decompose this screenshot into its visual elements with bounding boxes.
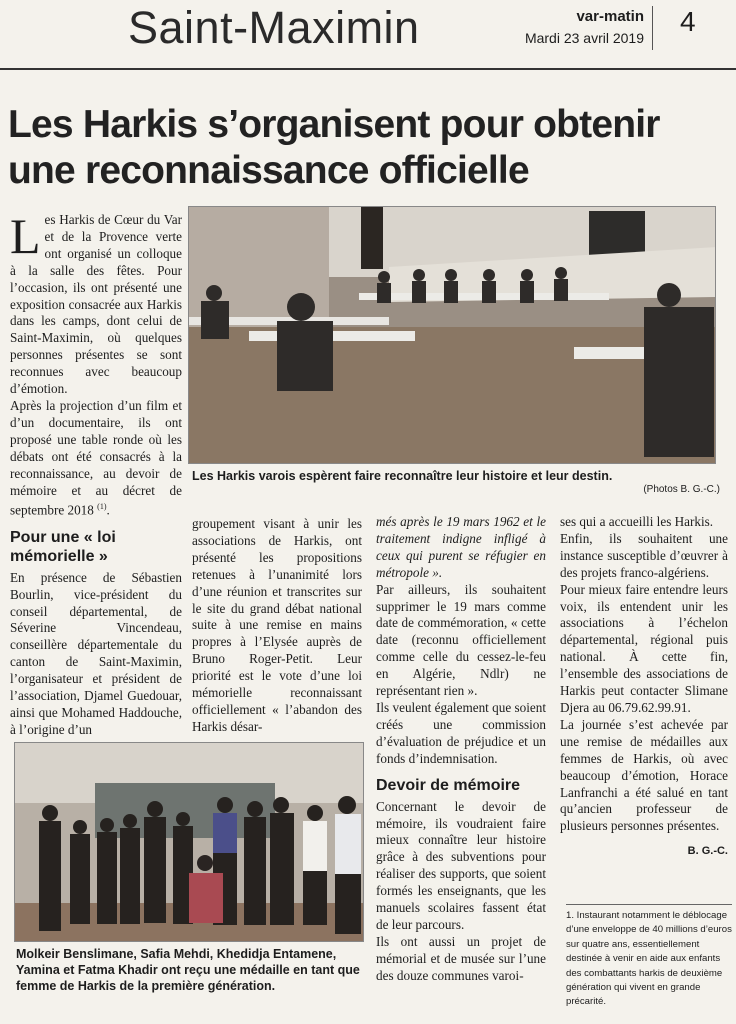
footnote-ref: (1) — [97, 502, 107, 512]
paragraph: groupement visant à unir les associations de Harkis, ont présenté les propositions retenues à l’unanimité lors d’une réunion et transcrites sur le site du grand débat national suite à une remise en mains propres à l’Elysée auprès de Bruno Roger-Petit. Leur priorité est le vote d’une loi mémorielle reconnaissant officiellement « l’abandon des Harkis désar- — [192, 516, 362, 734]
issue-date: Mardi 23 avril 2019 — [524, 30, 644, 46]
paragraph: La journée s’est achevée par une remise de médailles aux femmes de Harkis, où avec beaucoup d’émotion, Horace Lanfranchi a été salué en tant qu’ancien professeur de plusieurs personnes présentes. — [560, 716, 728, 834]
intro-paragraph: Les Harkis de Cœur du Var et de la Provence verte ont organisé un colloque à la salle des fêtes. Pour l’occasion, ils ont présenté une exposition consacrée aux Harkis dans les camps, dont celui de Saint-Maximin, où quelques personnes présentes se sont reconnues avec beaucoup d’émotion. — [10, 208, 182, 397]
top-photo-caption: Les Harkis varois espèrent faire reconnaître leur histoire et leur destin. — [192, 469, 613, 483]
paragraph: Concernant le devoir de mémoire, ils voudraient faire mieux connaître leur histoire grâce à des subventions pour réaliser des supports, que soient formés les enseignants, que les manuels scolaires fassent état de leur parcours. — [376, 798, 546, 932]
subheading-loi-memorielle: Pour une « loi mémorielle » — [10, 528, 116, 565]
paragraph: Pour mieux faire entendre leurs voix, ils entendent unir les associations à l’échelon départemental, régional puis national. À cette fin, l’ensemble des associations de Harkis peut contacter Slimane Djera au 06.79.62.99.91. — [560, 581, 728, 715]
column-2 — [192, 516, 362, 736]
header-divider — [652, 6, 653, 50]
column-3 — [376, 514, 546, 985]
paragraph: Enfin, ils souhaitent une instance susceptible d’œuvrer à des projets franco-algériens. — [560, 530, 728, 580]
newspaper-brand: var-matin — [576, 8, 644, 25]
photo-credit: (Photos B. G.-C.) — [643, 484, 720, 495]
bottom-photo-caption: Molkeir Benslimane, Safia Mehdi, Khedidja Entamene, Yamina et Fatma Khadir ont reçu une médaille en tant que femme de Harkis de la première génération. — [16, 947, 360, 993]
paragraph: En présence de Sébastien Bourlin, vice-président du conseil départemental, de Séverine Vincendeau, conseillère départementale du canton de Saint-Maximin, l’organisateur et président de l’association, Djamel Guedouar, ainsi que Mohamed Haddouche, à l’origine d’un — [10, 569, 182, 737]
medal-ceremony-photo — [14, 742, 364, 942]
paragraph: Après la projection d’un film et d’un documentaire, ils ont proposé une table ronde où les débats ont été consacrés à la reconnaissance, au devoir de mémoire et au décret de septembre 2018 $^{(1)}$. — [10, 397, 182, 518]
quote-paragraph: més après le 19 mars 1962 et le traitement indigne infligé à ceux qui purent se réfugier en métropole ». — [376, 514, 546, 580]
column-4 — [560, 514, 728, 860]
header-rule — [0, 68, 736, 70]
column-1 — [10, 208, 182, 739]
section-town-title: Saint-Maximin — [128, 2, 420, 53]
paragraph: ses qui a accueilli les Harkis. — [560, 514, 714, 529]
medal-ceremony-photo-image — [15, 743, 364, 942]
footnote: 1. Instaurant notamment le déblocage d’une enveloppe de 40 millions d’euros sur quatre ans, essentiellement destinée à venir en aide aux enfants des combattants harkis de deuxième génération qui vivent en grande précarité. — [566, 904, 732, 1010]
paragraph: Ils veulent également que soient créés une commission d’évaluation de préjudice et un fonds d’indemnisation. — [376, 699, 546, 766]
author-signature: B. G.-C. — [687, 845, 728, 858]
subheading-devoir-de-memoire: Devoir de mémoire — [376, 776, 521, 794]
drop-cap: L — [10, 208, 41, 264]
paragraph: Ils ont aussi un projet de mémorial et de musée sur l’une des douze communes varoi- — [376, 933, 546, 983]
round-table-photo-image — [189, 207, 716, 464]
round-table-photo — [188, 206, 716, 464]
page-number: 4 — [680, 6, 696, 37]
paragraph: Par ailleurs, ils souhaitent supprimer le 19 mars comme date de commémoration, « cette date (reconnu officiellement comme celle du cessez-le-feu en Algérie, Ndlr) ne représentant rien ». — [376, 581, 546, 699]
article-headline: Les Harkis s’organisent pour obtenir une reconnaissance officielle — [8, 103, 660, 192]
